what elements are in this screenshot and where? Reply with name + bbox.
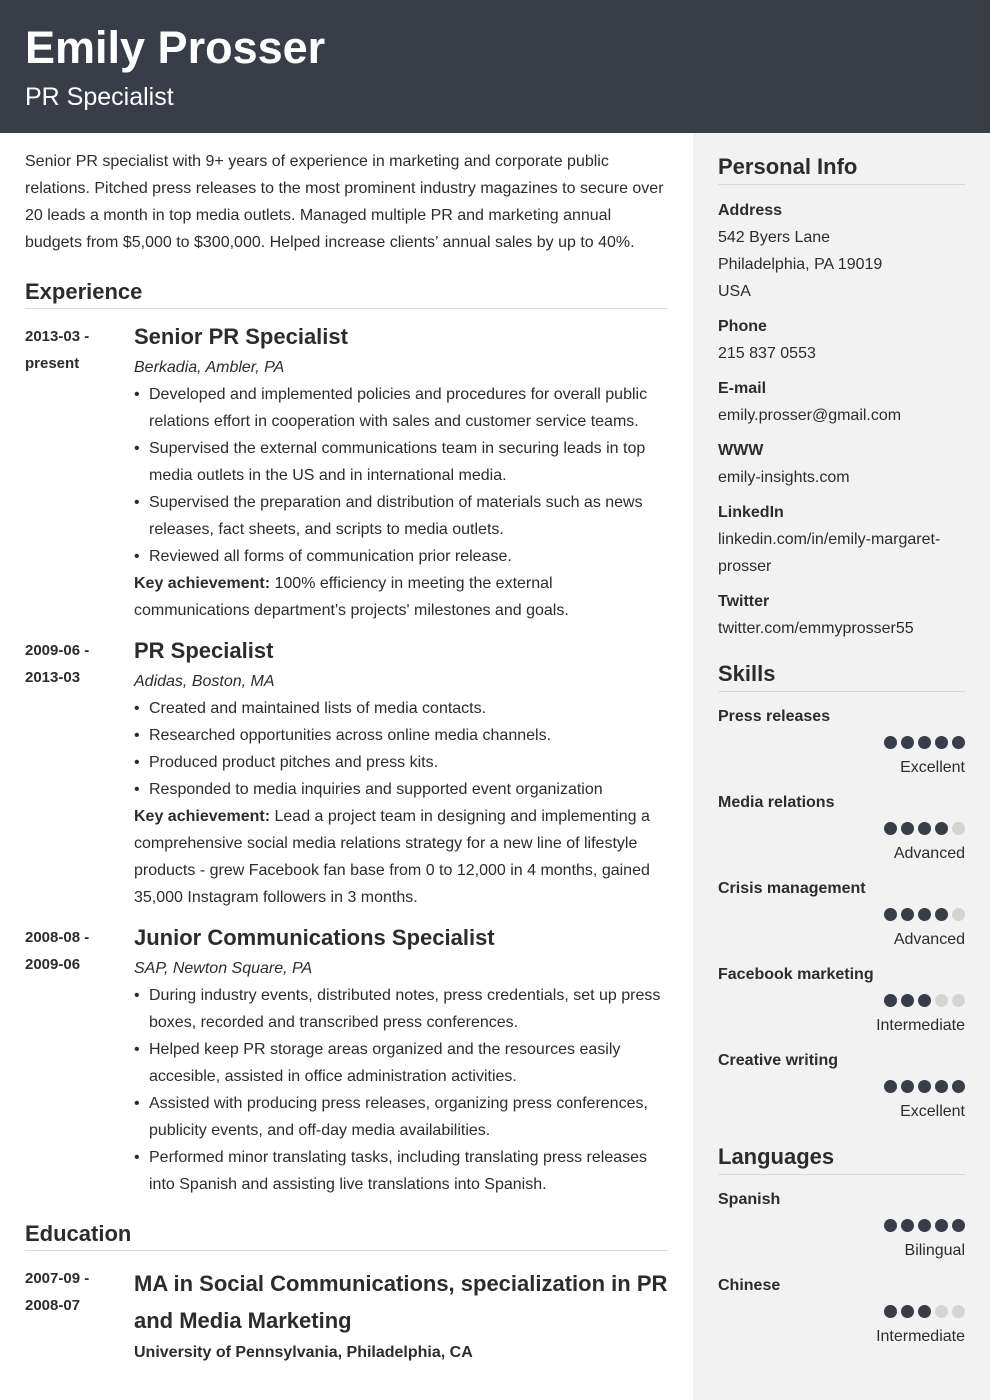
job-duty: • Created and maintained lists of media contacts. [134, 695, 668, 722]
www-label: WWW [718, 442, 764, 459]
address-line3: USA [718, 283, 751, 300]
job-duty: • Helped keep PR storage areas organized and the resources easily accesible, assisted in office administration activities. [134, 1036, 668, 1090]
language-rating [718, 1305, 965, 1323]
rating-dot-filled [918, 908, 931, 921]
job-duty: • Responded to media inquiries and supported event organization [134, 776, 668, 803]
skills-heading: Skills [718, 660, 965, 692]
rating-dot-filled [884, 994, 897, 1007]
skill-name: Facebook marketing [718, 966, 874, 983]
rating-dot-filled [901, 994, 914, 1007]
rating-dot-empty [952, 822, 965, 835]
rating-dot-filled [918, 1080, 931, 1093]
job-company: SAP, Newton Square, PA [134, 960, 313, 977]
school-name: University of Pennsylvania, Philadelphia, CA [134, 1344, 473, 1361]
skill-rating [718, 822, 965, 840]
rating-dot-empty [952, 1305, 965, 1318]
rating-dot-filled [935, 736, 948, 749]
education-date-end: 2008-07 [25, 1297, 81, 1314]
rating-dot-filled [935, 1080, 948, 1093]
rating-dot-filled [918, 736, 931, 749]
job-date-start: 2009-06 - [25, 642, 90, 659]
rating-dot-filled [952, 1219, 965, 1232]
job-duties [134, 982, 668, 1198]
rating-dot-empty [952, 908, 965, 921]
language-name: Spanish [718, 1191, 781, 1208]
job-duty: • Performed minor translating tasks, including translating press releases into Spanish and assisting live translations into Spanish. [134, 1144, 668, 1198]
job-date-start: 2013-03 - [25, 328, 90, 345]
skill-level: Excellent [900, 759, 965, 776]
profile-summary: Senior PR specialist with 9+ years of experience in marketing and corporate public relations. Pitched press releases to the most prominent industry magazines to secure over 20 leads a month in top media outlets. Managed multiple PR and marketing annual budgets from $5,000 to $300,000. Helped increase clients’ annual sales by up to 40%. [25, 153, 664, 251]
skills-list [718, 703, 965, 1125]
address-label: Address [718, 202, 783, 219]
rating-dot-filled [918, 822, 931, 835]
job-dates [25, 323, 134, 624]
skill-item [718, 875, 965, 953]
job-entry [25, 924, 668, 1198]
job-duty: • Reviewed all forms of communication prior release. [134, 543, 668, 570]
job-duties [134, 695, 668, 803]
job-duty: • Researched opportunities across online media channels. [134, 722, 668, 749]
email-label: E-mail [718, 380, 767, 397]
language-level: Intermediate [876, 1328, 965, 1345]
language-name: Chinese [718, 1277, 781, 1294]
skill-rating [718, 994, 965, 1012]
rating-dot-filled [935, 822, 948, 835]
education-heading: Education [25, 1220, 668, 1251]
job-dates [25, 924, 134, 1198]
rating-dot-filled [884, 736, 897, 749]
job-duties [134, 381, 668, 570]
twitter-label: Twitter [718, 593, 770, 610]
email-link[interactable]: emily.prosser@gmail.com [718, 407, 902, 424]
job-title: Junior Communications Specialist [134, 925, 495, 950]
address-line1: 542 Byers Lane [718, 229, 831, 246]
skill-name: Press releases [718, 708, 831, 725]
job-entry [25, 323, 668, 624]
rating-dot-empty [952, 994, 965, 1007]
address-line2: Philadelphia, PA 19019 [718, 256, 883, 273]
linkedin-label: LinkedIn [718, 504, 784, 521]
key-achievement-text: 100% efficiency in meeting the external communications department's projects' milestones and goals. [134, 575, 569, 619]
job-date-end: present [25, 355, 80, 372]
job-company: Berkadia, Ambler, PA [134, 359, 285, 376]
degree-title: MA in Social Communications, specialization in PR and Media Marketing [134, 1271, 668, 1333]
job-dates [25, 637, 134, 911]
rating-dot-filled [918, 1305, 931, 1318]
twitter-link[interactable]: twitter.com/emmyprosser55 [718, 620, 914, 637]
skill-rating [718, 908, 965, 926]
rating-dot-filled [901, 736, 914, 749]
rating-dot-filled [901, 908, 914, 921]
rating-dot-filled [901, 822, 914, 835]
rating-dot-filled [952, 736, 965, 749]
linkedin-link[interactable]: linkedin.com/in/emily-margaret- prosser [718, 531, 941, 575]
skill-item [718, 1047, 965, 1125]
education-date-start: 2007-09 - [25, 1270, 90, 1287]
languages-list [718, 1186, 965, 1350]
skill-name: Creative writing [718, 1052, 839, 1069]
key-achievement-label: Key achievement: [134, 575, 271, 592]
skill-name: Crisis management [718, 880, 866, 897]
key-achievement [134, 803, 668, 911]
rating-dot-filled [884, 1219, 897, 1232]
job-duty: • Supervised the preparation and distribution of materials such as news releases, fact sheets, and scripts to media outlets. [134, 489, 668, 543]
language-item [718, 1272, 965, 1350]
rating-dot-filled [935, 1219, 948, 1232]
skill-level: Advanced [893, 845, 965, 862]
key-achievement-text: Lead a project team in designing and implementing a comprehensive social media relations strategy for a new line of lifestyle products - grew Facebook fan base from 0 to 12,000 in 4 months, gained 35,000 Instagram followers in 3 months. [134, 808, 650, 906]
key-achievement [134, 570, 668, 624]
job-duty: • Developed and implemented policies and procedures for overall public relations effort in cooperation with sales and customer service teams. [134, 381, 668, 435]
candidate-role: PR Specialist [25, 83, 174, 111]
job-date-start: 2008-08 - [25, 929, 90, 946]
job-duty: • Supervised the external communications team in securing leads in top media outlets in the US and in international media. [134, 435, 668, 489]
rating-dot-filled [884, 822, 897, 835]
main-column [25, 148, 668, 1366]
phone-label: Phone [718, 318, 767, 335]
rating-dot-filled [918, 1219, 931, 1232]
rating-dot-filled [884, 1080, 897, 1093]
rating-dot-filled [901, 1080, 914, 1093]
job-duty: • Produced product pitches and press kits. [134, 749, 668, 776]
language-level: Bilingual [904, 1242, 965, 1259]
languages-heading: Languages [718, 1143, 965, 1175]
skill-item [718, 961, 965, 1039]
rating-dot-filled [884, 908, 897, 921]
job-title: PR Specialist [134, 638, 274, 663]
skill-level: Excellent [900, 1103, 965, 1120]
skill-name: Media relations [718, 794, 835, 811]
job-title: Senior PR Specialist [134, 324, 348, 349]
rating-dot-empty [935, 1305, 948, 1318]
job-date-end: 2009-06 [25, 956, 81, 973]
skill-item [718, 703, 965, 781]
skill-rating [718, 736, 965, 754]
job-entry [25, 637, 668, 911]
rating-dot-empty [935, 994, 948, 1007]
skill-level: Advanced [893, 931, 965, 948]
rating-dot-filled [901, 1219, 914, 1232]
education-entry [25, 1265, 668, 1366]
rating-dot-filled [952, 1080, 965, 1093]
resume-header [0, 0, 990, 133]
sidebar [693, 133, 990, 1400]
job-company: Adidas, Boston, MA [134, 673, 275, 690]
key-achievement-label: Key achievement: [134, 808, 271, 825]
language-rating [718, 1219, 965, 1237]
personal-info-heading: Personal Info [718, 153, 965, 185]
job-duty: • Assisted with producing press releases, organizing press conferences, publicity events, and off-day media availabilities. [134, 1090, 668, 1144]
skill-item [718, 789, 965, 867]
phone-value: 215 837 0553 [718, 345, 816, 362]
candidate-name: Emily Prosser [25, 22, 326, 73]
rating-dot-filled [918, 994, 931, 1007]
job-duty: • During industry events, distributed notes, press credentials, set up press boxes, recorded and transcribed press conferences. [134, 982, 668, 1036]
skill-rating [718, 1080, 965, 1098]
rating-dot-filled [901, 1305, 914, 1318]
education-dates [25, 1265, 134, 1366]
job-date-end: 2013-03 [25, 669, 81, 686]
rating-dot-filled [935, 908, 948, 921]
website-link[interactable]: emily-insights.com [718, 469, 850, 486]
language-item [718, 1186, 965, 1264]
skill-level: Intermediate [876, 1017, 965, 1034]
rating-dot-filled [884, 1305, 897, 1318]
experience-heading: Experience [25, 278, 668, 309]
